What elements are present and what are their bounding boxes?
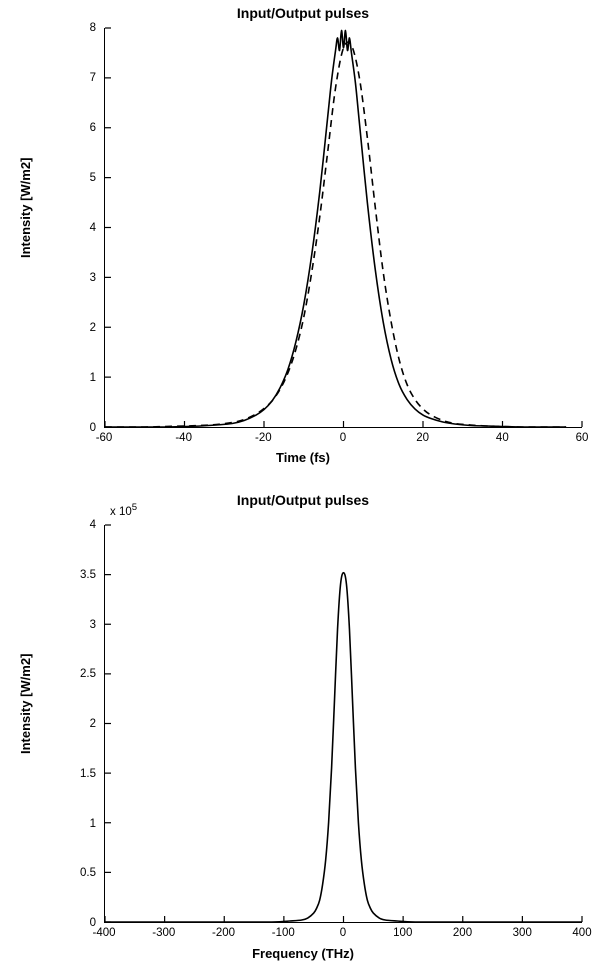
y-axis-exponent: [110, 502, 137, 518]
y-tick-label: 6: [89, 122, 96, 134]
y-tick-label: 5: [89, 172, 96, 184]
chart-title: Input/Output pulses: [236, 5, 370, 21]
y-tick-label: 1: [89, 372, 96, 384]
x-tick-label: -40: [175, 432, 192, 444]
y-tick-label: 3.5: [80, 568, 96, 581]
x-axis-label: Time (fs): [276, 450, 330, 465]
x-tick-label: 20: [416, 432, 430, 444]
y-tick-label: 3: [89, 618, 96, 631]
x-tick-label: -400: [92, 927, 116, 939]
y-axis-exponent-power: 5: [131, 502, 138, 513]
x-tick-label: -300: [152, 927, 176, 939]
plot-area: [104, 28, 582, 428]
y-tick-label: 4: [89, 519, 96, 531]
y-tick-label: 3: [89, 272, 96, 284]
y-tick-label: 0: [89, 422, 96, 434]
y-tick-label: 2: [89, 322, 96, 334]
y-tick-label: 2: [89, 718, 96, 730]
y-axis-label: Intensity [W/m2]: [18, 157, 33, 258]
x-tick-label: 0: [339, 927, 347, 939]
y-tick-label: 1.5: [80, 767, 96, 780]
chart-title: Input/Output pulses: [236, 492, 370, 508]
x-tick-label: 400: [572, 927, 592, 939]
y-tick-label: 2.5: [80, 668, 96, 681]
plot-area: [104, 525, 582, 923]
x-tick-label: 100: [393, 927, 413, 939]
y-tick-label: 0: [89, 917, 96, 929]
y-tick-label: 8: [89, 22, 96, 34]
y-tick-label: 4: [89, 222, 96, 234]
y-tick-labels: [52, 22, 96, 434]
x-tick-label: 40: [495, 432, 509, 444]
x-tick-label: 200: [452, 927, 473, 939]
plot-curves: [105, 525, 582, 922]
y-axis-label: Intensity [W/m2]: [18, 653, 33, 754]
plot-curves: [105, 28, 582, 427]
y-tick-label: 0.5: [80, 867, 96, 880]
x-tick-label: 60: [575, 432, 589, 444]
y-axis-exponent-base: x 10: [110, 505, 132, 518]
x-tick-label: 0: [339, 432, 347, 444]
x-tick-label: -60: [95, 432, 113, 444]
x-axis-label: Frequency (THz): [252, 946, 354, 961]
x-tick-label: -200: [211, 927, 236, 939]
chart-frequency-domain: [0, 480, 606, 977]
x-tick-label: 300: [512, 927, 532, 939]
y-tick-label: 1: [89, 817, 96, 830]
y-tick-labels: [52, 519, 96, 929]
x-tick-label: -100: [271, 927, 295, 939]
chart-time-domain: [0, 0, 606, 480]
y-tick-label: 7: [89, 72, 96, 84]
x-tick-label: -20: [255, 432, 272, 444]
